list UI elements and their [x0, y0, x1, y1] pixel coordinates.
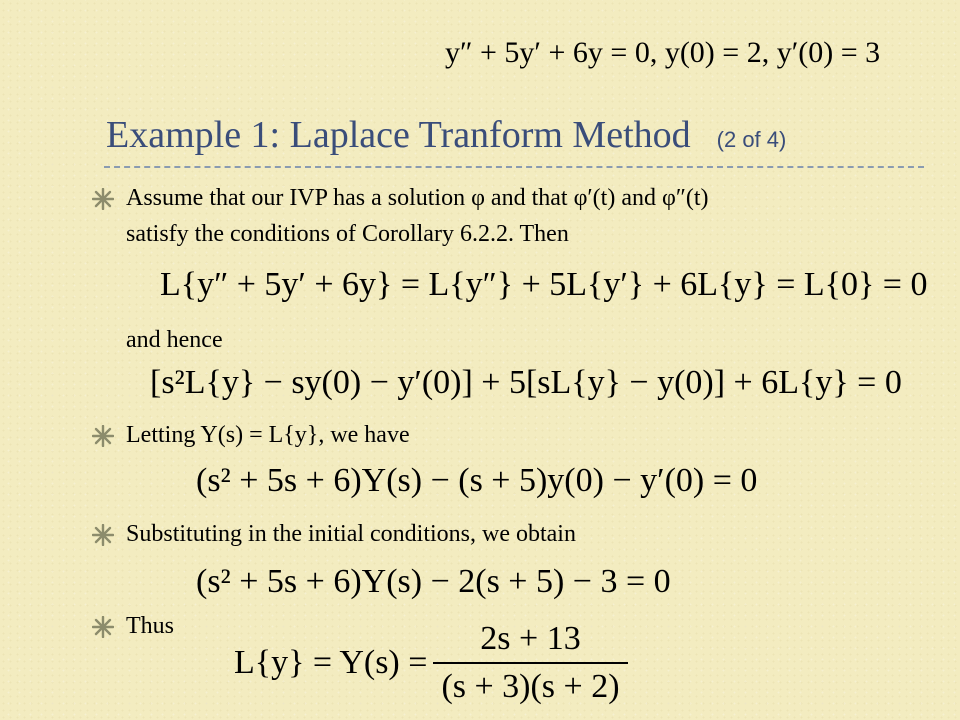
- star-burst-icon: [92, 188, 114, 210]
- star-burst-icon: [92, 616, 114, 638]
- bullet-3-text: Substituting in the initial conditions, we obtain: [126, 521, 576, 547]
- equation-4: (s² + 5s + 6)Y(s) − 2(s + 5) − 3 = 0: [196, 563, 671, 600]
- equation-3: (s² + 5s + 6)Y(s) − (s + 5)y(0) − y′(0) = 0: [196, 462, 758, 499]
- star-burst-icon: [92, 425, 114, 447]
- title-divider: [104, 166, 924, 168]
- bullet-1-line-1: Assume that our IVP has a solution φ and that φ′(t) and φ″(t): [126, 185, 709, 211]
- ivp-equation: y″ + 5y′ + 6y = 0, y(0) = 2, y′(0) = 3: [445, 36, 881, 69]
- star-burst-icon: [92, 524, 114, 546]
- equation-2: [s²L{y} − sy(0) − y′(0)] + 5[sL{y} − y(0)] + 6L{y} = 0: [150, 364, 902, 401]
- title-part: (2 of 4): [716, 127, 787, 152]
- equation-5-lhs: L{y} = Y(s) =: [234, 644, 428, 681]
- equation-5-denominator: (s + 3)(s + 2): [433, 662, 627, 706]
- bullet-2-text: Letting Y(s) = L{y}, we have: [126, 422, 410, 448]
- equation-5: [234, 620, 628, 706]
- equation-5-fraction: [433, 620, 627, 706]
- title-main: Example 1: Laplace Tranform Method: [106, 114, 691, 156]
- equation-1: L{y″ + 5y′ + 6y} = L{y″} + 5L{y′} + 6L{y} = L{0} = 0: [160, 266, 928, 303]
- bullet-4-text: Thus: [126, 613, 174, 639]
- equation-5-numerator: 2s + 13: [480, 620, 581, 657]
- slide-title: [106, 113, 786, 157]
- bullet-1-line-2: satisfy the conditions of Corollary 6.2.2. Then: [126, 221, 569, 247]
- and-hence-text: and hence: [126, 327, 223, 353]
